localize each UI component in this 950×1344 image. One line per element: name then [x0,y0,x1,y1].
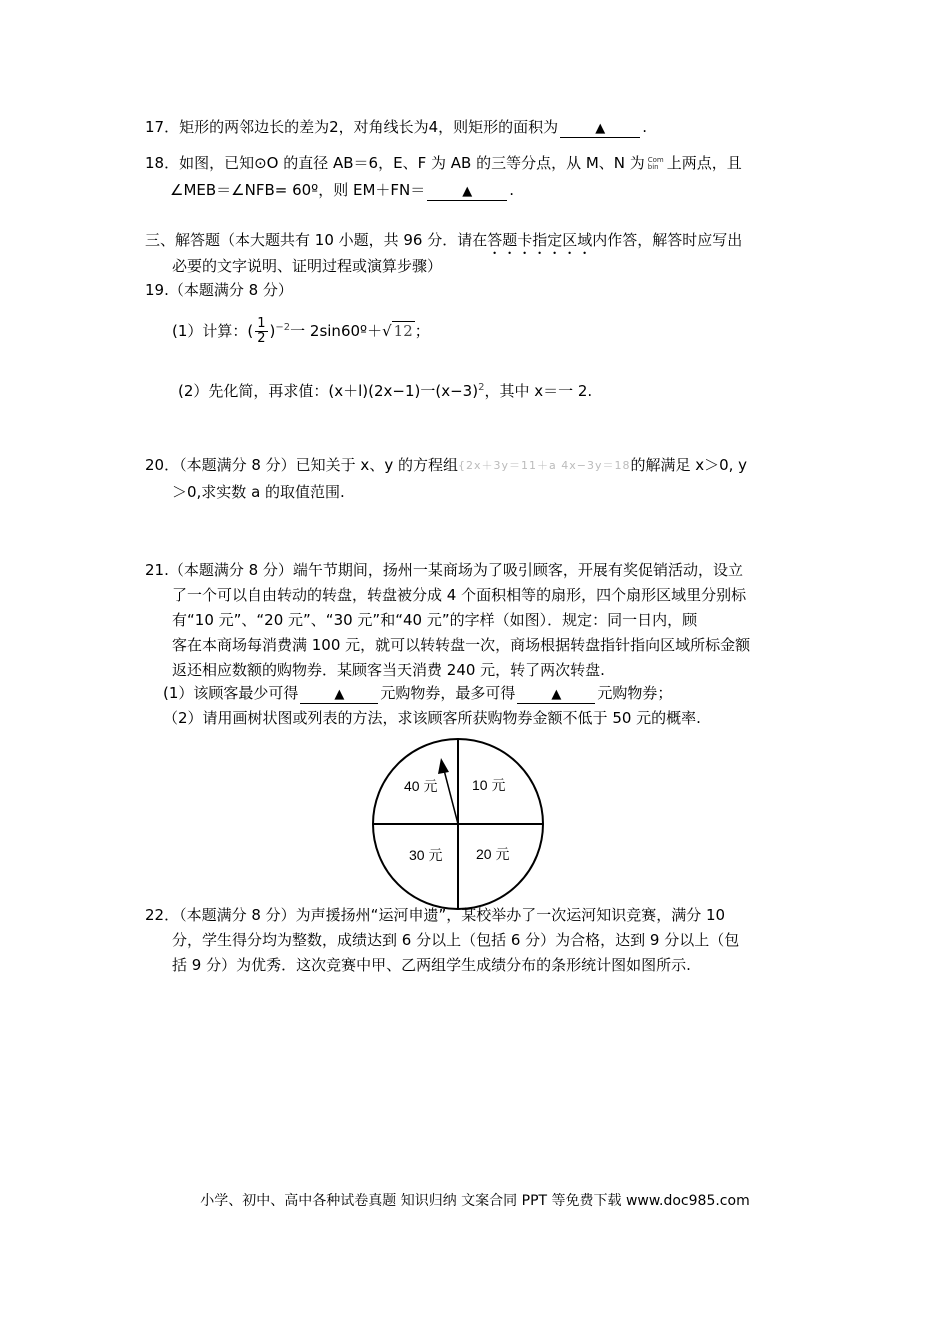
q19-part2 [178,378,592,401]
q19-part1 [172,313,430,346]
q21-p1-b: 元购物券，最多可得 [380,684,516,702]
equation-system: {2x＋3y＝11＋a 4x−3y＝18 [457,458,631,472]
q22-line-3: 括 9 分）为优秀．这次竞赛中甲、乙两组学生成绩分布的条形统计图如图所示. [172,956,691,974]
q17-answer-blank [560,119,640,138]
q21-line-1: 21.（本题满分 8 分）端午节期间，扬州一某商场为了吸引顾客，开展有奖促销活动，设立 [145,561,743,579]
q20-line1-b: 的解满足 x＞0, y [630,456,748,474]
q22-line-2: 分，学生得分均为整数，成绩达到 6 分以上（包括 6 分）为合格，达到 9 分以上（包 [172,931,740,949]
question-18-line1 [145,153,742,173]
q17-text: 矩形的两邻边长的差为2，对角线长为4，则矩形的面积为 [179,118,559,136]
sqrt-radicand: 12 [393,322,413,340]
q19-p2-a: (2）先化简，再求值：(x＋l)(2x−1)一(x−3) [178,382,479,400]
q19-p1-label: (1）计算：( [172,322,254,340]
q21-line-4: 客在本商场每消费满 100 元，就可以转转盘一次，商场根据转盘指针指向区域所标金额 [172,636,751,654]
triangle-mark-icon: ▲ [462,184,473,199]
arc-glyph-bottom: bin [647,162,659,171]
triangle-mark-icon: ▲ [595,121,606,136]
triangle-mark-icon: ▲ [334,687,345,702]
sector-label-10: 10 元 [472,777,506,793]
arc-glyph-top: Com [647,155,664,164]
q21-max-blank [517,685,595,704]
section3-emphasis: 答题卡指定区域 [487,231,593,249]
fraction-one-half [255,317,267,346]
question-17 [145,117,647,138]
q19-p1-end: ； [414,322,430,340]
q21-p1-c: 元购物券； [597,684,673,702]
question-20-line1 [145,455,747,476]
q18-line2-a: ∠MEB＝∠NFB= 60º，则 EM＋FN＝ [170,181,426,199]
q18-end: . [509,181,515,199]
q22-line-1: 22．（本题满分 8 分）为声援扬州“运河申遗”，某校举办了一次运河知识竞赛，满分 10 [145,906,726,924]
q19-p1-close: ) [269,322,276,340]
q19-p2-exponent: 2 [478,382,485,393]
section-3-heading [145,230,742,258]
question-18-line2 [170,180,514,201]
fraction-denominator: 2 [257,331,266,346]
q19-p1-mid: 一 2sin60º＋ [290,322,383,340]
spinner-wheel-figure [368,734,548,914]
sector-label-20: 20 元 [476,846,510,862]
q17-number: 17． [145,118,180,136]
q18-number: 18． [145,154,180,172]
section3-line1-b: 内作答，解答时应写出 [592,231,743,249]
q21-part1 [163,683,672,704]
page-footer: 小学、初中、高中各种试卷真题 知识归纳 文案合同 PPT 等免费下载 www.doc985.com [200,1193,750,1209]
q19-p2-b: ，其中 x＝一 2. [484,382,593,400]
sqrt-expression: √ 12 [382,322,413,340]
q18-line1-b: 上两点，且 [666,154,742,172]
q21-line-3: 有“10 元”、“20 元”、“30 元”和“40 元”的字样（如图）．规定：同一日内，顾 [172,611,698,629]
pointer-arrow-icon [438,758,449,774]
q19-p1-exponent: −2 [275,322,291,333]
sector-label-40: 40 元 [404,778,438,794]
q21-min-blank [300,685,378,704]
q19-header: 19.（本题满分 8 分） [145,281,293,299]
q18-line1-a: 如图，已知⊙O 的直径 AB＝6，E、F 为 AB 的三等分点，从 M、N 为 [179,154,645,172]
sector-label-30: 30 元 [409,847,443,863]
pointer-arrow-shaft [444,770,458,824]
q21-line-5: 返还相应数额的购物券．某顾客当天消费 240 元，转了两次转盘. [172,661,605,679]
q21-part2: （2）请用画树状图或列表的方法，求该顾客所获购物券金额不低于 50 元的概率. [163,709,701,727]
q18-answer-blank [427,182,507,201]
q21-line-2: 了一个可以自由转动的转盘，转盘被分成 4 个面积相等的扇形，四个扇形区域里分别标 [172,586,747,604]
section3-line1-a: 三、解答题（本大题共有 10 小题，共 96 分．请在 [145,231,488,249]
arc-glyph [648,157,664,171]
triangle-mark-icon: ▲ [551,687,562,702]
section-3-line2: 必要的文字说明、证明过程或演算步骤） [172,257,443,275]
fraction-numerator: 1 [257,316,266,331]
q21-p1-a: (1）该顾客最少可得 [163,684,299,702]
q20-line1-a: 20．（本题满分 8 分）已知关于 x、y 的方程组 [145,456,458,474]
question-20-line2: ＞0,求实数 a 的取值范围. [172,483,345,501]
q17-end: . [642,118,647,136]
